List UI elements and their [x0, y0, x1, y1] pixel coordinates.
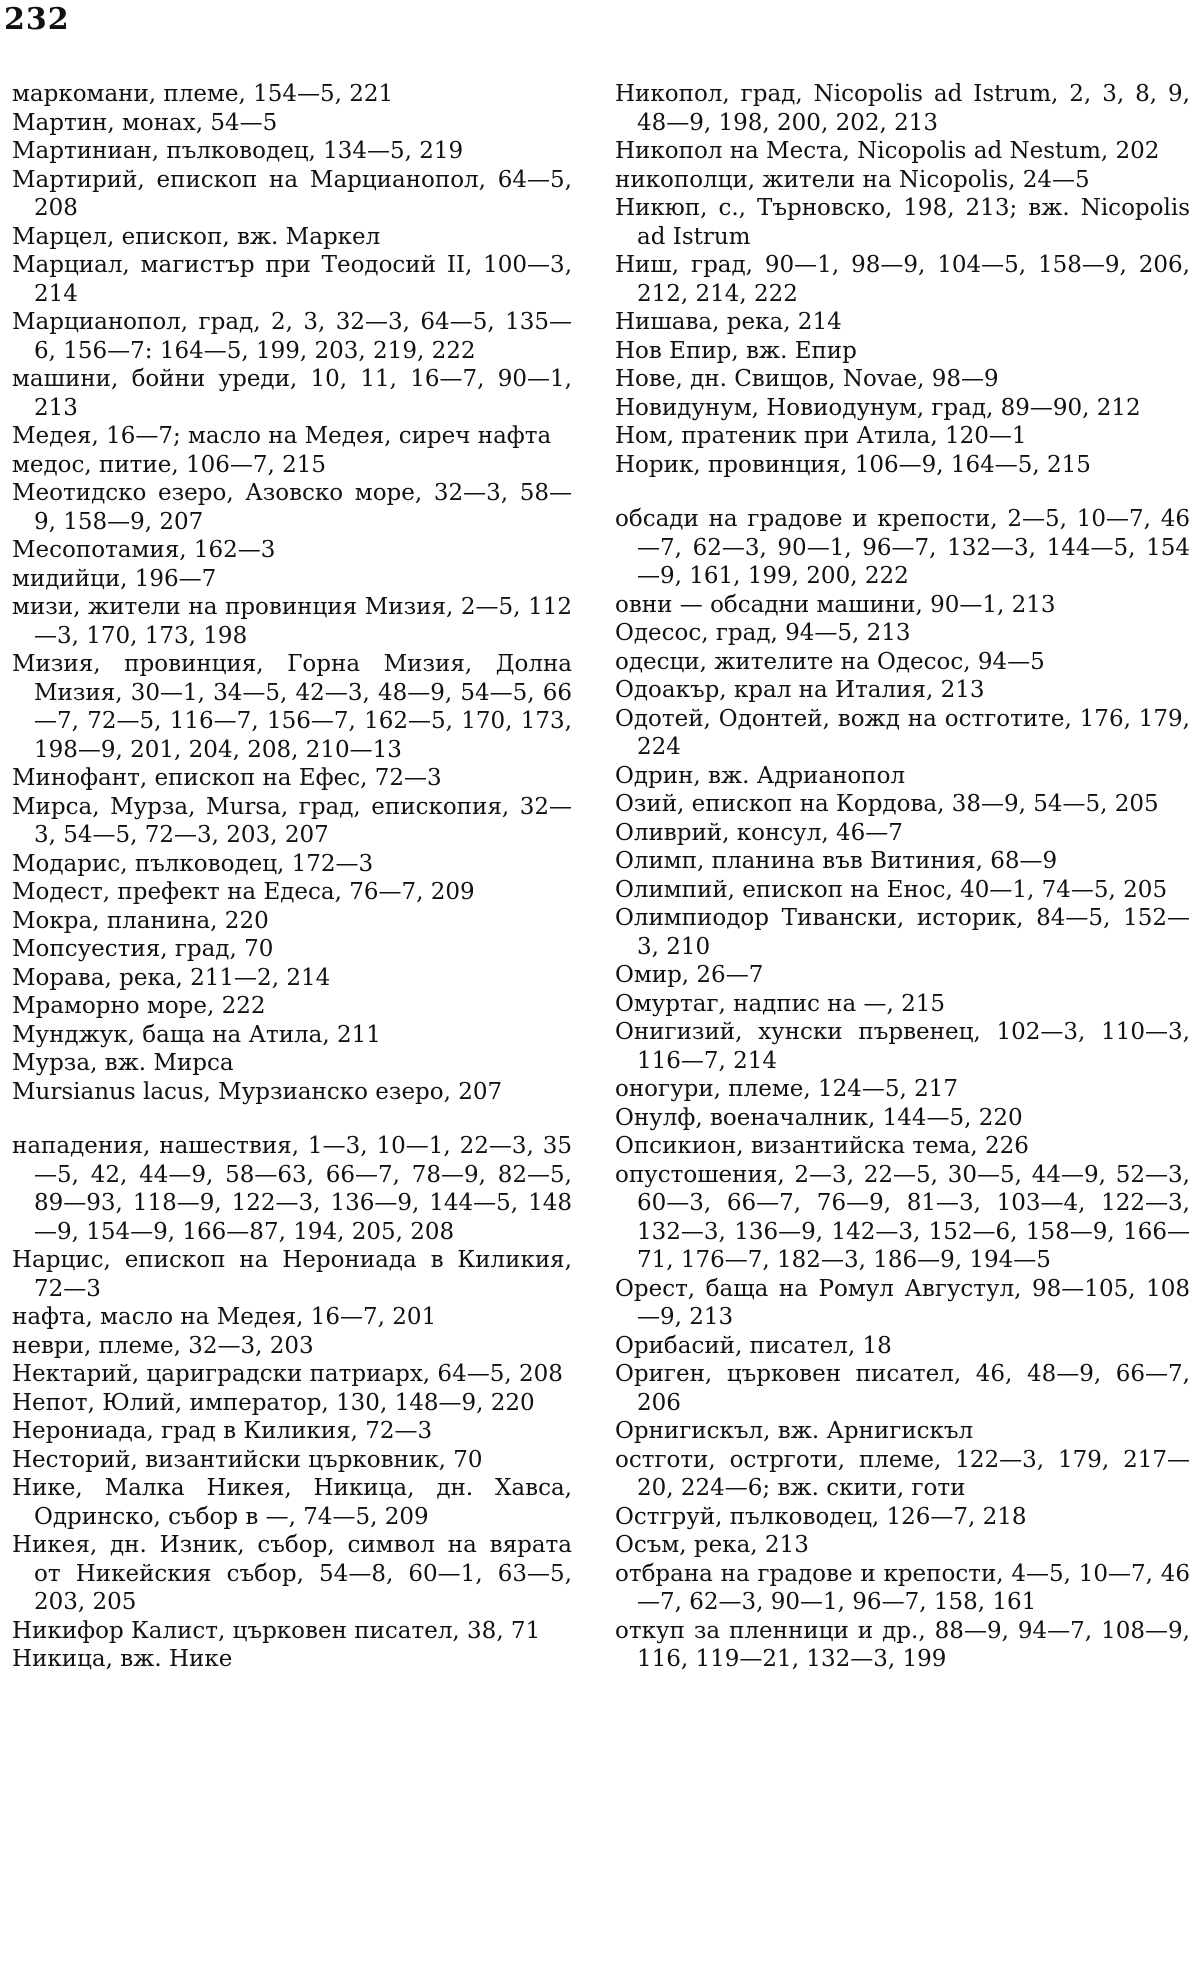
index-entry: Оливрий, консул, 46—7: [615, 819, 903, 846]
index-entry: Мартиниан, пълководец, 134—5, 219: [12, 138, 464, 164]
index-entry: Олимпиодор Тивански, историк, 84—5, 152—3, 210: [615, 905, 1190, 960]
index-entry: отбрана на градове и крепости, 4—5, 10—7, 46—7, 62—3, 90—1, 96—7, 158, 161: [615, 1560, 1190, 1615]
index-entry: Одоакър, крал на Италия, 213: [615, 677, 985, 703]
index-entry: Непот, Юлий, император, 130, 148—9, 220: [12, 1389, 535, 1416]
index-entry: Медея, 16—7; масло на Медея, сиреч нафта: [12, 423, 552, 449]
index-entry: Нарцис, епископ на Нерониада в Киликия, 72—3: [12, 1247, 572, 1302]
index-entry: Никифор Калист, църковен писател, 38, 71: [12, 1617, 541, 1644]
right-column: [615, 80, 1190, 1674]
index-entry: Одотей, Одонтей, вожд на остготите, 176, 179, 224: [615, 705, 1190, 760]
index-entry: Орест, баща на Ромул Августул, 98—105, 108—9, 213: [615, 1275, 1190, 1330]
index-entry: Онигизий, хунски първенец, 102—3, 110—3, 116—7, 214: [615, 1019, 1190, 1074]
index-entry: Опсикион, византийска тема, 226: [615, 1133, 1029, 1159]
index-entry: Одесос, град, 94—5, 213: [615, 620, 911, 646]
index-entry: Новидунум, Новиодунум, град, 89—90, 212: [615, 394, 1141, 421]
index-entry: Мопсуестия, град, 70: [12, 936, 274, 962]
index-entry: Нове, дн. Свищов, Novae, 98—9: [615, 366, 999, 392]
index-group-n-continued: [615, 80, 1190, 479]
index-entry: Орибасий, писател, 18: [615, 1332, 892, 1359]
index-entry: Марцел, епископ, вж. Маркел: [12, 223, 381, 250]
index-entry: Осъм, река, 213: [615, 1532, 809, 1558]
index-entry: одесци, жителите на Одесос, 94—5: [615, 648, 1045, 675]
index-entry: Мирса, Мурза, Mursa, град, епископия, 32—3, 54—5, 72—3, 203, 207: [12, 793, 572, 848]
left-column: [12, 80, 572, 1674]
index-entry: Модест, префект на Едеса, 76—7, 209: [12, 879, 475, 905]
index-entry: Нов Епир, вж. Епир: [615, 337, 857, 364]
index-entry: Нике, Малка Никея, Никица, дн. Хавса, Одринско, събор в —, 74—5, 209: [12, 1475, 572, 1530]
index-entry: Никопол на Места, Nicopolis ad Nestum, 202: [615, 138, 1160, 164]
index-entry: Ниш, град, 90—1, 98—9, 104—5, 158—9, 206, 212, 214, 222: [615, 252, 1190, 307]
index-entry: Омуртаг, надпис на —, 215: [615, 990, 946, 1017]
index-entry: Орнигискъл, вж. Арнигискъл: [615, 1418, 974, 1444]
index-group-o: [615, 505, 1190, 1674]
index-entry: Мраморно море, 222: [12, 993, 266, 1019]
index-group-n: [12, 1132, 572, 1674]
index-entry: Остгруй, пълководец, 126—7, 218: [615, 1503, 1027, 1530]
index-entry: Несторий, византийски църковник, 70: [12, 1446, 483, 1473]
index-entry: Мунджук, баща на Атила, 211: [12, 1021, 381, 1048]
index-entry: Мурза, вж. Мирса: [12, 1050, 234, 1076]
index-entry: Одрин, вж. Адрианопол: [615, 762, 906, 789]
index-entry: обсади на градове и крепости, 2—5, 10—7, 46—7, 62—3, 90—1, 96—7, 132—3, 144—5, 154—9, 161, 199, 200, 222: [615, 506, 1190, 589]
index-entry: Марциал, магистър при Теодосий II, 100—3, 214: [12, 252, 572, 307]
index-entry: Олимп, планина във Витиния, 68—9: [615, 848, 1058, 874]
index-entry: овни — обсадни машини, 90—1, 213: [615, 591, 1056, 618]
index-entry: никополци, жители на Nicopolis, 24—5: [615, 166, 1090, 193]
group-separator: [615, 479, 1190, 505]
index-entry: медос, питие, 106—7, 215: [12, 451, 327, 478]
index-entry: машини, бойни уреди, 10, 11, 16—7, 90—1, 213: [12, 366, 572, 421]
index-entry: Ном, пратеник при Атила, 120—1: [615, 423, 1027, 449]
index-entry: Марцианопол, град, 2, 3, 32—3, 64—5, 135—6, 156—7: 164—5, 199, 203, 219, 222: [12, 309, 572, 364]
index-entry: мизи, жители на провинция Мизия, 2—5, 112—3, 170, 173, 198: [12, 594, 572, 649]
index-entry: Омир, 26—7: [615, 962, 764, 988]
index-entry: Мартин, монах, 54—5: [12, 109, 278, 136]
index-entry: Мокра, планина, 220: [12, 907, 269, 934]
index-entry: Mursianus lacus, Мурзианско езеро, 207: [12, 1078, 503, 1105]
group-separator: [12, 1106, 572, 1132]
index-entry: маркомани, племе, 154—5, 221: [12, 81, 394, 107]
index-entry: Нерониада, град в Киликия, 72—3: [12, 1418, 433, 1444]
index-entry: Норик, провинция, 106—9, 164—5, 215: [615, 451, 1091, 478]
index-entry: Никица, вж. Нике: [12, 1646, 233, 1672]
index-entry: неври, племе, 32—3, 203: [12, 1332, 314, 1359]
index-entry: Меотидско езеро, Азовско море, 32—3, 58—9, 158—9, 207: [12, 480, 572, 535]
index-entry: оногури, племе, 124—5, 217: [615, 1076, 959, 1102]
index-entry: Онулф, военачалник, 144—5, 220: [615, 1104, 1023, 1131]
index-entry: Никопол, град, Nicopolis ad Istrum, 2, 3, 8, 9, 48—9, 198, 200, 202, 213: [615, 81, 1190, 136]
index-entry: остготи, острготи, племе, 122—3, 179, 217—20, 224—6; вж. скити, готи: [615, 1446, 1190, 1501]
index-entry: Минофант, епископ на Ефес, 72—3: [12, 765, 442, 791]
index-entry: Мизия, провинция, Горна Мизия, Долна Мизия, 30—1, 34—5, 42—3, 48—9, 54—5, 66—7, 72—5, 116—7, 156—7, 162—5, 170, 173, 198—9, 201, 204, 208, 210—13: [12, 651, 572, 763]
index-entry: Ориген, църковен писател, 46, 48—9, 66—7, 206: [615, 1361, 1190, 1416]
index-entry: Озий, епископ на Кордова, 38—9, 54—5, 205: [615, 791, 1159, 817]
index-entry: Мартирий, епископ на Марцианопол, 64—5, 208: [12, 166, 572, 221]
index-entry: Никюп, с., Търновско, 198, 213; вж. Nicopolis ad Istrum: [615, 195, 1190, 250]
index-entry: нападения, нашествия, 1—3, 10—1, 22—3, 35—5, 42, 44—9, 58—63, 66—7, 78—9, 82—5, 89—93, 118—9, 122—3, 136—9, 144—5, 148—9, 154—9, 166—87, 194, 205, 208: [12, 1133, 572, 1245]
index-entry: Нишава, река, 214: [615, 309, 842, 335]
index-entry: Никея, дн. Изник, събор, символ на вярата от Никейския събор, 54—8, 60—1, 63—5, 203, 205: [12, 1532, 572, 1615]
index-entry: Олимпий, епископ на Енос, 40—1, 74—5, 205: [615, 876, 1168, 903]
index-entry: мидийци, 196—7: [12, 565, 217, 592]
index-group-m: [12, 80, 572, 1106]
index-entry: Нектарий, цариградски патриарх, 64—5, 208: [12, 1361, 563, 1387]
index-entry: откуп за пленници и др., 88—9, 94—7, 108—9, 116, 119—21, 132—3, 199: [615, 1617, 1190, 1672]
index-entry: Модарис, пълководец, 172—3: [12, 850, 374, 877]
index-entry: нафта, масло на Медея, 16—7, 201: [12, 1304, 437, 1330]
page-number: 232: [4, 2, 70, 37]
index-entry: опустошения, 2—3, 22—5, 30—5, 44—9, 52—3, 60—3, 66—7, 76—9, 81—3, 103—4, 122—3, 132—3, 136—9, 142—3, 152—6, 158—9, 166—71, 176—7, 182—3, 186—9, 194—5: [615, 1161, 1190, 1273]
index-entry: Морава, река, 211—2, 214: [12, 964, 331, 991]
index-entry: Месопотамия, 162—3: [12, 537, 276, 563]
